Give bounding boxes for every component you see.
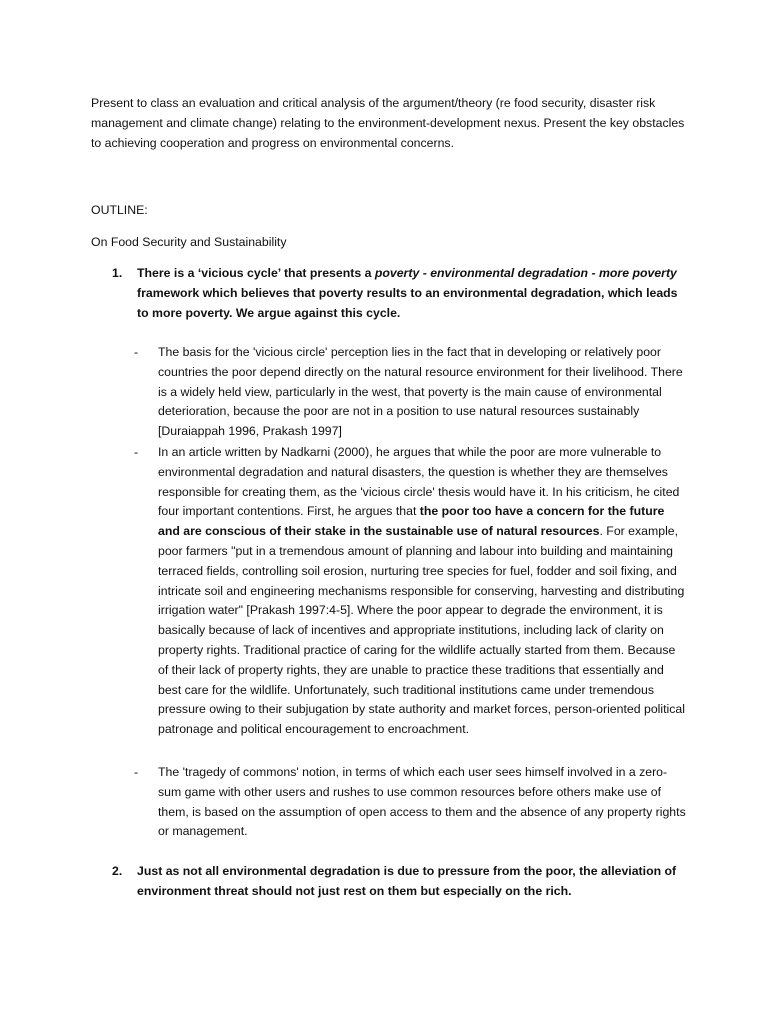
bullet-text-part: In an article written by Nadkarni (2000), he argues that while the poor are more vulnerable to environmental degradation and natural disasters, the question is whether they are themselves responsible for creating them, as the 'vicious circle' thesis would have it. In his criticism, he cited four important contentions. First, he argues that	[158, 445, 680, 519]
item-text: Just as not all environmental degradation is due to pressure from the poor, the alleviation of environment threat should not just rest on them but especially on the rich.	[137, 864, 677, 898]
assignment-prompt: Present to class an evaluation and critical analysis of the argument/theory (re food security, disaster risk management and climate change) relating to the environment-development nexus. Present the key obstacles to achieving cooperation and progress on environmental concerns.	[91, 96, 685, 150]
bullet-text: The basis for the 'vicious circle' perception lies in the fact that in developing or relatively poor countries the poor depend directly on the natural resource environment for their livelihood. There is a widely held view, particularly in the west, that poverty is the main cause of environmental deterioration, because the poor are not in a position to use natural resources sustainably [Duraiappah 1996, Prakash 1997]	[158, 345, 683, 439]
item-text-emphasis: poverty - environmental degradation - more poverty	[374, 266, 677, 280]
outline-heading: OUTLINE:	[91, 203, 148, 217]
bullet-dash: -	[134, 445, 139, 459]
section-heading: On Food Security and Sustainability	[91, 235, 287, 249]
bullet-text-emphasis: the poor too have a concern for the future and are conscious of their stake in the sustainable use of natural resources	[158, 504, 665, 539]
bullet-dash: -	[134, 765, 139, 779]
bullet-dash: -	[134, 345, 139, 359]
item-text	[137, 264, 687, 323]
item-number: 1.	[112, 266, 123, 280]
item-text-part: framework which believes that poverty results to an environmental degradation, which leads to more poverty. We argue against this cycle.	[137, 285, 678, 320]
item-text-part: There is a ‘vicious cycle’ that presents a	[137, 266, 375, 280]
bullet-text-part: . For example, poor farmers "put in a tremendous amount of planning and labour into building and maintaining terraced fields, controlling soil erosion, nurturing tree species for fuel, fodder and soil fixing, and intricate soil and engineering mechanisms responsible for conserving, harvesting and distributing irrigation water" [Prakash 1997:4-5]. Where the poor appear to degrade the environment, it is basically because of lack of incentives and appropriate institutions, including lack of clarity on property rights. Traditional practice of caring for the wildlife actually started from them. Because of their lack of property rights, they are unable to practice these traditions that essentially and best care for the wildlife. Unfortunately, such traditional institutions came under tremendous pressure owing to their subjugation by state authority and market forces, person-oriented political patronage and political encouragement to encroachment.	[158, 524, 686, 737]
bullet-text	[158, 443, 688, 740]
bullet-text: The 'tragedy of commons' notion, in terms of which each user sees himself involved in a zero-sum game with other users and rushes to use common resources before others make use of them, is based on the assumption of open access to them and the absence of any property rights or management.	[158, 765, 686, 839]
item-number: 2.	[112, 864, 123, 878]
